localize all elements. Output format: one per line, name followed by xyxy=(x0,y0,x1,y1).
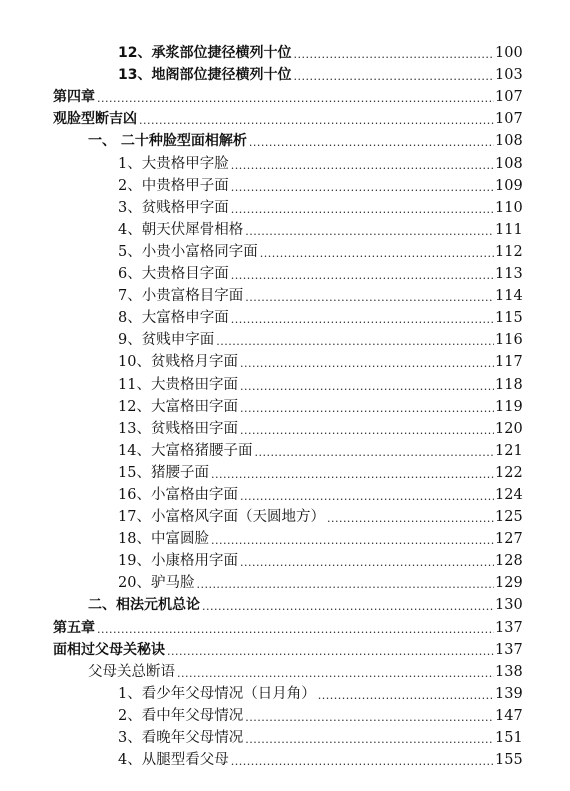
toc-entry-title: 17、小富格风字面（天圆地方） xyxy=(118,509,325,526)
toc-entry-page: 107 xyxy=(495,89,523,106)
toc-entry-page: 138 xyxy=(495,663,523,680)
toc-entry-title: 8、大富格申字面 xyxy=(118,310,229,327)
toc-entry-page: 118 xyxy=(495,376,523,393)
toc-entry-title: 20、驴马脸 xyxy=(118,575,195,592)
toc-entry xyxy=(0,150,570,172)
dot-leader xyxy=(240,380,494,394)
toc-entry-page: 151 xyxy=(495,730,523,746)
toc-entry-page: 110 xyxy=(495,199,523,216)
dot-leader xyxy=(231,755,494,769)
toc-entry-page: 107 xyxy=(495,111,523,128)
toc-entry-title: 观脸型断吉凶 xyxy=(53,111,137,128)
toc-entry-page: 137 xyxy=(495,619,523,636)
dot-leader xyxy=(245,225,494,239)
dot-leader xyxy=(139,114,494,128)
toc-entry xyxy=(0,637,570,659)
toc-entry xyxy=(0,570,570,592)
dot-leader xyxy=(97,92,494,106)
toc-entry-page: 103 xyxy=(495,67,523,84)
toc-entry xyxy=(0,195,570,217)
toc-entry-page: 121 xyxy=(495,442,523,459)
toc-entry xyxy=(0,173,570,195)
toc-entry xyxy=(0,305,570,327)
toc-entry xyxy=(0,217,570,239)
toc-entry xyxy=(0,40,570,62)
toc-entry-title: 2、中贵格甲子面 xyxy=(118,177,229,194)
toc-entry-page: 113 xyxy=(495,266,523,283)
toc-entry-title: 10、贫贱格月字面 xyxy=(118,354,238,371)
dot-leader xyxy=(231,269,494,283)
toc-entry xyxy=(0,681,570,703)
toc-entry-title: 第五章 xyxy=(53,619,95,636)
toc-entry-page: 119 xyxy=(495,398,523,415)
toc-entry-page: 112 xyxy=(495,243,523,260)
dot-leader xyxy=(240,490,494,504)
toc-entry xyxy=(0,84,570,106)
toc-entry-title: 16、小富格由字面 xyxy=(118,486,238,503)
toc-entry-title: 6、大贵格目字面 xyxy=(118,266,229,283)
toc-entry-title: 11、大贵格田字面 xyxy=(118,376,238,393)
toc-entry-title: 3、贫贱格甲字面 xyxy=(118,199,229,216)
toc-entry xyxy=(0,504,570,526)
toc-entry xyxy=(0,548,570,570)
toc-entry-page: 125 xyxy=(495,509,523,526)
toc-entry-title: 13、地阁部位捷径横列十位 xyxy=(118,67,292,84)
dot-leader xyxy=(327,512,494,526)
dot-leader xyxy=(240,556,494,570)
toc-entry xyxy=(0,460,570,482)
toc-entry-page: 108 xyxy=(495,133,523,150)
toc-entry xyxy=(0,239,570,261)
dot-leader xyxy=(245,291,494,305)
toc-entry-page: 147 xyxy=(495,707,523,724)
toc-entry-page: 117 xyxy=(495,354,523,371)
toc-entry-page: 100 xyxy=(495,45,523,62)
toc-entry-title: 4、朝天伏犀骨相格 xyxy=(118,221,244,238)
toc-entry-page: 127 xyxy=(495,531,523,548)
toc-entry-page: 111 xyxy=(495,221,523,238)
toc-entry-page: 128 xyxy=(495,553,523,570)
toc-entry-title: 13、贫贱格田字面 xyxy=(118,420,238,437)
toc-entry xyxy=(0,394,570,416)
toc-entry xyxy=(0,283,570,305)
toc-entry-title: 3、看晚年父母情况 xyxy=(118,730,244,746)
dot-leader xyxy=(254,446,494,460)
dot-leader xyxy=(260,247,494,261)
toc-entry-page: 137 xyxy=(495,641,523,658)
toc-entry-title: 4、从腿型看父母 xyxy=(118,752,229,769)
dot-leader xyxy=(231,203,494,217)
toc-entry-page: 120 xyxy=(495,420,523,437)
toc-entry xyxy=(0,128,570,150)
toc-entry-title: 父母关总断语 xyxy=(88,663,175,680)
toc-entry-page: 122 xyxy=(495,464,523,481)
toc-entry-title: 面相过父母关秘诀 xyxy=(53,641,165,658)
toc-entry-title: 19、小康格用字面 xyxy=(118,553,238,570)
toc-entry-page: 124 xyxy=(495,486,523,503)
dot-leader xyxy=(293,70,494,84)
toc-entry-page: 109 xyxy=(495,177,523,194)
toc-entry xyxy=(0,261,570,283)
table-of-contents xyxy=(0,40,570,769)
toc-entry xyxy=(0,327,570,349)
toc-entry xyxy=(0,614,570,636)
dot-leader xyxy=(318,689,494,703)
toc-entry-page: 129 xyxy=(495,575,523,592)
toc-entry xyxy=(0,592,570,614)
toc-entry-title: 2、看中年父母情况 xyxy=(118,707,244,724)
toc-entry-page: 115 xyxy=(495,310,523,327)
dot-leader xyxy=(245,733,494,747)
dot-leader xyxy=(245,711,494,725)
toc-entry-page: 130 xyxy=(495,597,523,614)
dot-leader xyxy=(167,645,494,659)
toc-entry xyxy=(0,725,570,747)
toc-entry-title: 7、小贵富格目字面 xyxy=(118,288,244,305)
toc-entry-title: 12、大富格田字面 xyxy=(118,398,238,415)
toc-entry-title: 第四章 xyxy=(53,89,95,106)
dot-leader xyxy=(211,534,494,548)
toc-entry xyxy=(0,659,570,681)
toc-entry-title: 5、小贵小富格同字面 xyxy=(118,243,258,260)
toc-entry-title: 18、中富圆脸 xyxy=(118,531,209,548)
toc-entry xyxy=(0,747,570,769)
dot-leader xyxy=(202,600,494,614)
toc-entry xyxy=(0,106,570,128)
toc-entry-page: 116 xyxy=(495,332,523,349)
toc-entry xyxy=(0,482,570,504)
toc-entry-title: 一、 二十种脸型面相解析 xyxy=(88,133,247,150)
toc-entry-title: 1、大贵格甲字脸 xyxy=(118,155,229,172)
toc-entry xyxy=(0,416,570,438)
dot-leader xyxy=(97,623,494,637)
toc-entry-title: 二、相法元机总论 xyxy=(88,597,200,614)
dot-leader xyxy=(231,159,494,173)
toc-entry xyxy=(0,526,570,548)
toc-entry xyxy=(0,371,570,393)
toc-entry-title: 14、大富格猪腰子面 xyxy=(118,442,253,459)
toc-entry-title: 9、贫贱申字面 xyxy=(118,332,215,349)
toc-entry-title: 12、承浆部位捷径横列十位 xyxy=(118,45,292,62)
toc-entry-title: 1、看少年父母情况（日月角） xyxy=(118,685,316,702)
dot-leader xyxy=(231,181,494,195)
toc-entry xyxy=(0,349,570,371)
dot-leader xyxy=(240,357,494,371)
dot-leader xyxy=(240,402,494,416)
toc-entry-page: 114 xyxy=(495,288,523,305)
toc-entry xyxy=(0,703,570,725)
toc-entry-page: 108 xyxy=(495,155,523,172)
dot-leader xyxy=(216,335,494,349)
toc-entry xyxy=(0,62,570,84)
dot-leader xyxy=(231,313,494,327)
dot-leader xyxy=(196,578,494,592)
toc-entry-title: 15、猪腰子面 xyxy=(118,464,209,481)
dot-leader xyxy=(249,136,494,150)
toc-entry-page: 139 xyxy=(495,685,523,702)
toc-entry xyxy=(0,438,570,460)
toc-entry-page: 155 xyxy=(495,752,523,769)
dot-leader xyxy=(211,468,494,482)
dot-leader xyxy=(293,48,494,62)
dot-leader xyxy=(177,667,494,681)
dot-leader xyxy=(240,424,494,438)
